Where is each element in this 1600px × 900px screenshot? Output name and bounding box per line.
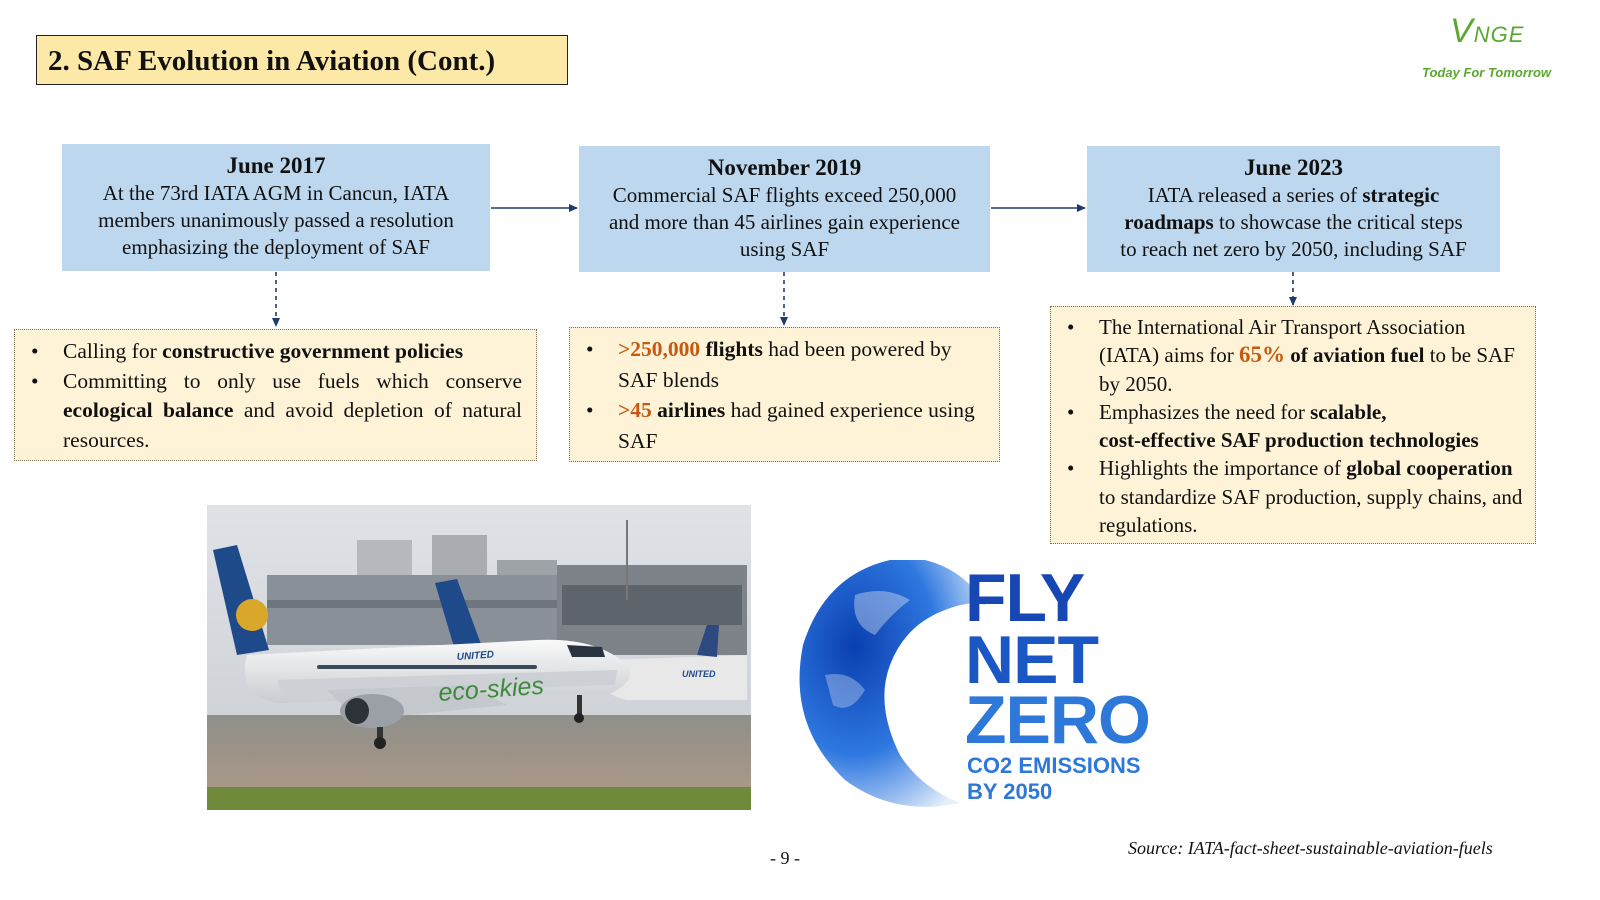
timeline-text: and more than 45 airlines gain experience <box>608 210 961 234</box>
timeline-box-2023 <box>1087 146 1500 272</box>
timeline-date: June 2023 <box>1243 155 1344 180</box>
note-box-2023 <box>1050 306 1536 544</box>
list-item: • Calling for constructive government policies <box>63 337 522 367</box>
timeline-text: Commercial SAF flights exceed 250,000 <box>612 183 957 207</box>
livery-text: eco-skies <box>437 671 545 707</box>
source-citation: Source: IATA-fact-sheet-sustainable-aviation-fuels <box>1128 838 1493 858</box>
timeline-date: November 2019 <box>707 155 862 180</box>
fnz-sub1: CO2 EMISSIONS <box>967 753 1141 778</box>
fnz-sub2: BY 2050 <box>967 779 1053 804</box>
timeline-text: At the 73rd IATA AGM in Cancun, IATA <box>102 181 450 205</box>
list-item: • >45 airlines had gained experience using SAF <box>618 395 985 456</box>
note-box-2017 <box>14 329 537 461</box>
airplane-photo <box>207 505 751 810</box>
list-item: • Emphasizes the need for scalable, cost-effective SAF production technologies <box>1099 398 1523 455</box>
list-item: • Highlights the importance of global cooperation to standardize SAF production, supply chains, and regulations. <box>1099 454 1523 539</box>
list-item: • The International Air Transport Association (IATA) aims for 65% of aviation fuel to be SAF by 2050. <box>1099 313 1523 398</box>
timeline-text: IATA released a series of strategic <box>1147 183 1440 207</box>
timeline-box-2019 <box>579 146 990 272</box>
list-item: • Committing to only use fuels which conserve ecological balance and avoid depletion of natural resources. <box>63 367 522 456</box>
note-box-2019 <box>569 327 1000 462</box>
airline-text-2: UNITED <box>682 669 716 679</box>
page-number: - 9 - <box>770 848 800 868</box>
fnz-line3: ZERO <box>965 682 1150 758</box>
timeline-box-2017 <box>62 144 490 271</box>
fnz-line1: FLY <box>965 560 1085 636</box>
timeline-text: roadmaps to showcase the critical steps <box>1124 210 1463 234</box>
timeline-text: emphasizing the deployment of SAF <box>122 235 430 259</box>
timeline-text: members unanimously passed a resolution <box>98 208 454 232</box>
fly-net-zero-logo <box>795 555 1175 815</box>
fnz-line2: NET <box>965 622 1098 698</box>
timeline-text: using SAF <box>739 237 830 261</box>
timeline-date: June 2017 <box>226 153 326 178</box>
airline-text: UNITED <box>456 649 495 663</box>
timeline-text: to reach net zero by 2050, including SAF <box>1120 237 1467 261</box>
logo-wordmark: VNGE <box>1450 12 1525 50</box>
slide-title: 2. SAF Evolution in Aviation (Cont.) <box>36 35 568 85</box>
list-item: • >250,000 flights had been powered by SAF blends <box>618 334 985 395</box>
logo-tagline: Today For Tomorrow <box>1422 65 1552 80</box>
